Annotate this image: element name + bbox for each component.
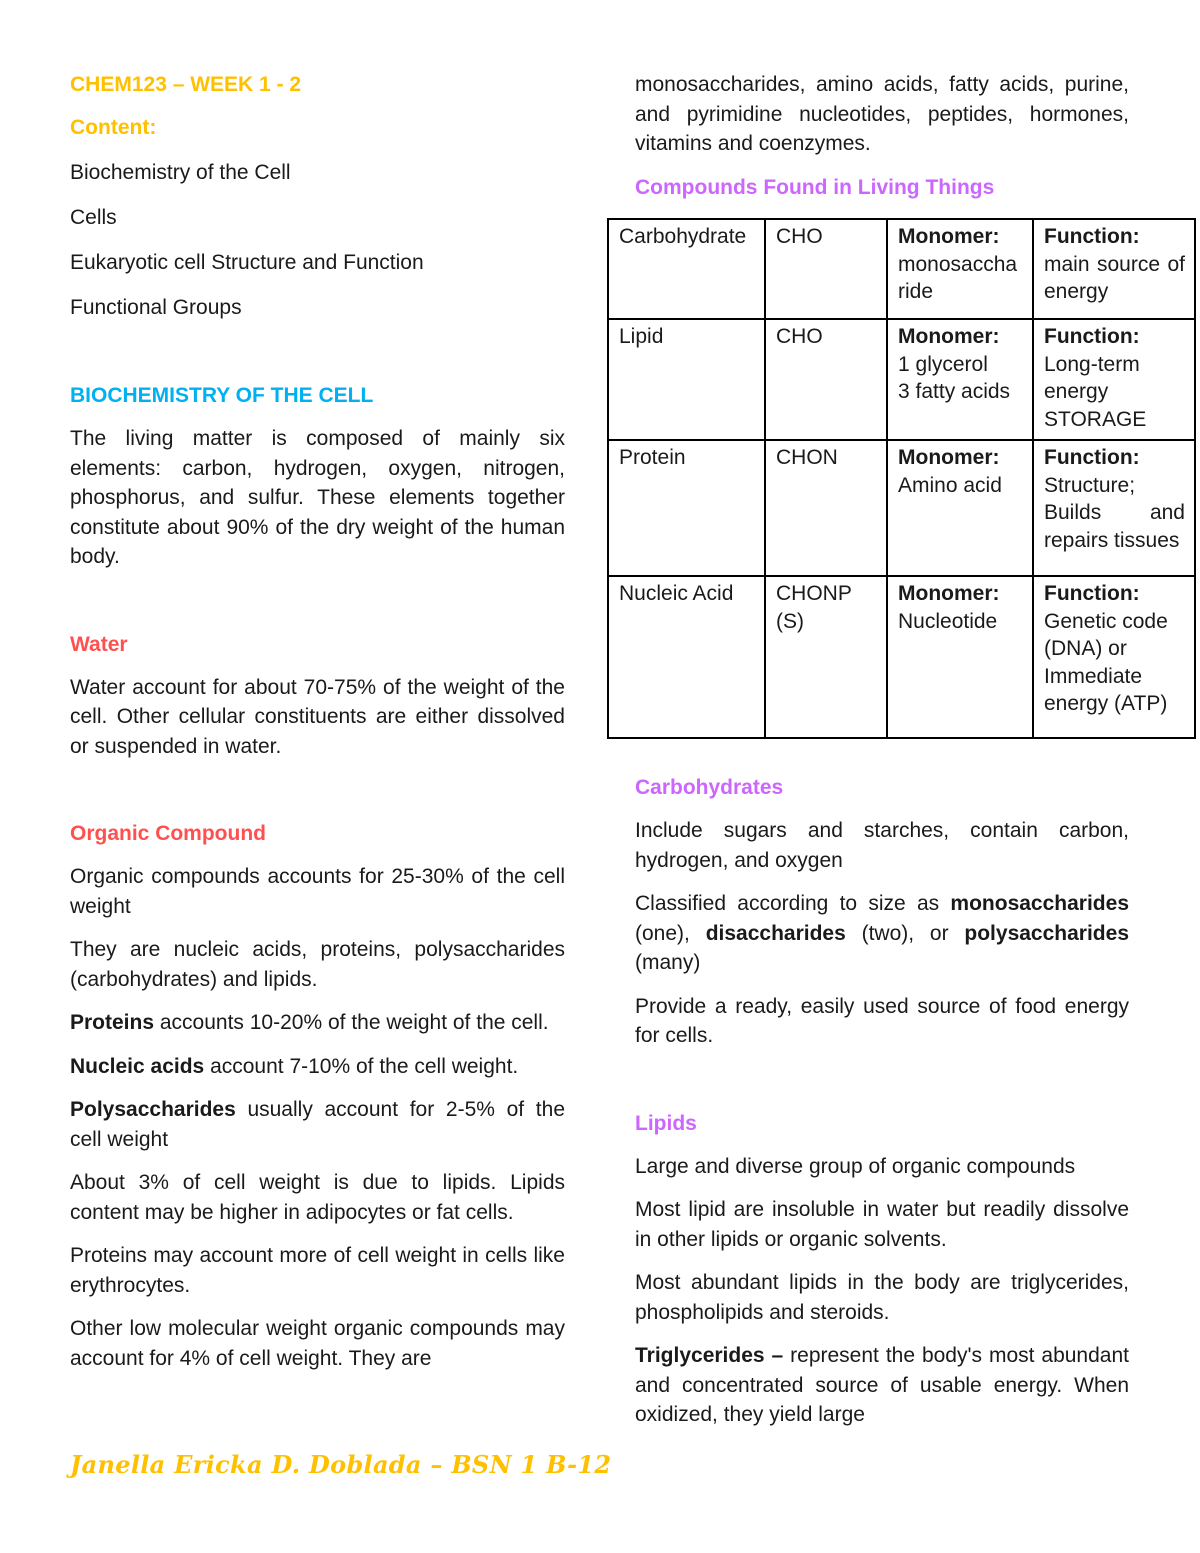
- nucleic-acids-term: Nucleic acids: [70, 1054, 205, 1078]
- carbohydrates-paragraph-3: Provide a ready, easily used source of food energy for cells.: [635, 994, 1129, 1047]
- continuation-paragraph: monosaccharides, amino acids, fatty acids, purine, and pyrimidine nucleotides, peptides, hormones, vitamins and coenzymes.: [635, 73, 1129, 155]
- erythrocytes-paragraph: Proteins may account more of cell weight in cells like erythrocytes.: [70, 1244, 565, 1297]
- table-row: [608, 576, 1195, 738]
- content-item: Eukaryotic cell Structure and Function: [70, 251, 424, 274]
- biochem-paragraph: The living matter is composed of mainly six elements: carbon, hydrogen, oxygen, nitrogen, phosphorus, and sulfur. These elements together constitute about 90% of the dry weight of the human body.: [70, 427, 565, 568]
- carbohydrates-paragraph-1: Include sugars and starches, contain carbon, hydrogen, and oxygen: [635, 819, 1129, 872]
- compound-elements: CHONP (S): [765, 576, 887, 738]
- low-molecular-paragraph: Other low molecular weight organic compounds may account for 4% of cell weight. They are: [70, 1317, 565, 1370]
- organic-heading: Organic Compound: [70, 822, 266, 845]
- compound-function: Function: Structure; Builds and repairs tissues: [1033, 440, 1195, 576]
- left-column: [70, 70, 565, 1387]
- compound-elements: CHO: [765, 319, 887, 440]
- compound-monomer: Monomer: monosaccharide: [887, 219, 1033, 319]
- biochem-heading: BIOCHEMISTRY OF THE CELL: [70, 384, 374, 407]
- proteins-term: Proteins: [70, 1011, 155, 1034]
- water-heading: Water: [70, 632, 128, 656]
- carbohydrates-heading: Carbohydrates: [635, 776, 784, 799]
- lipids-weight-paragraph: About 3% of cell weight is due to lipids. Lipids content may be higher in adipocytes or fat cells.: [70, 1171, 565, 1224]
- lipids-heading: Lipids: [635, 1111, 697, 1135]
- proteins-paragraph: Proteins accounts 10-20% of the weight of the cell.: [70, 1011, 549, 1034]
- table-row: [608, 319, 1195, 440]
- compound-name: Protein: [608, 440, 765, 576]
- polysaccharides-paragraph: Polysaccharides usually account for 2-5% of the cell weight: [70, 1098, 565, 1151]
- compound-name: Nucleic Acid: [608, 576, 765, 738]
- triglycerides-term: Triglycerides –: [635, 1344, 784, 1367]
- water-paragraph: Water account for about 70-75% of the weight of the cell. Other cellular constituents are either dissolved or suspended in water.: [70, 675, 565, 758]
- table-row: [608, 440, 1195, 576]
- organic-paragraph-1: Organic compounds accounts for 25-30% of the cell weight: [70, 865, 565, 918]
- content-item: Functional Groups: [70, 296, 242, 319]
- compound-function: Function: Genetic code (DNA) or Immediate energy (ATP): [1033, 576, 1195, 738]
- author-footer: Janella Ericka D. Doblada – BSN 1 B-12: [70, 1450, 612, 1479]
- compound-function: Function: main source of energy: [1033, 219, 1195, 319]
- compound-monomer: Monomer: Nucleotide: [887, 576, 1033, 738]
- lipids-paragraph-3: Most abundant lipids in the body are triglycerides, phospholipids and steroids.: [635, 1271, 1129, 1324]
- lipids-paragraph-1: Large and diverse group of organic compounds: [635, 1154, 1076, 1178]
- lipids-paragraph-2: Most lipid are insoluble in water but readily dissolve in other lipids or organic solvents.: [635, 1198, 1129, 1251]
- content-label: Content:: [70, 116, 157, 139]
- carbohydrates-paragraph-2: Classified according to size as monosaccharides (one), disaccharides (two), or polysaccharides (many): [635, 892, 1129, 974]
- course-heading: CHEM123 – WEEK 1 - 2: [70, 73, 302, 96]
- content-item: Cells: [70, 206, 117, 229]
- right-column: [635, 70, 1129, 216]
- right-column-lower: [635, 773, 1129, 1444]
- compound-monomer: Monomer: 1 glycerol 3 fatty acids: [887, 319, 1033, 440]
- polysaccharides-term: Polysaccharides: [70, 1098, 236, 1121]
- table-row: [608, 219, 1195, 319]
- compounds-table: [607, 218, 1196, 739]
- content-item: Biochemistry of the Cell: [70, 161, 291, 184]
- triglycerides-paragraph: Triglycerides – represent the body's most abundant and concentrated source of usable energy. When oxidized, they yield large: [635, 1344, 1129, 1426]
- organic-paragraph-2: They are nucleic acids, proteins, polysaccharides (carbohydrates) and lipids.: [70, 938, 565, 991]
- compound-elements: CHO: [765, 219, 887, 319]
- compounds-heading: Compounds Found in Living Things: [635, 175, 995, 199]
- nucleic-acids-paragraph: Nucleic acids account 7-10% of the cell weight.: [70, 1054, 519, 1078]
- compound-name: Lipid: [608, 319, 765, 440]
- compound-monomer: Monomer: Amino acid: [887, 440, 1033, 576]
- compound-name: Carbohydrate: [608, 219, 765, 319]
- compound-function: Function: Long-term energy STORAGE: [1033, 319, 1195, 440]
- compound-elements: CHON: [765, 440, 887, 576]
